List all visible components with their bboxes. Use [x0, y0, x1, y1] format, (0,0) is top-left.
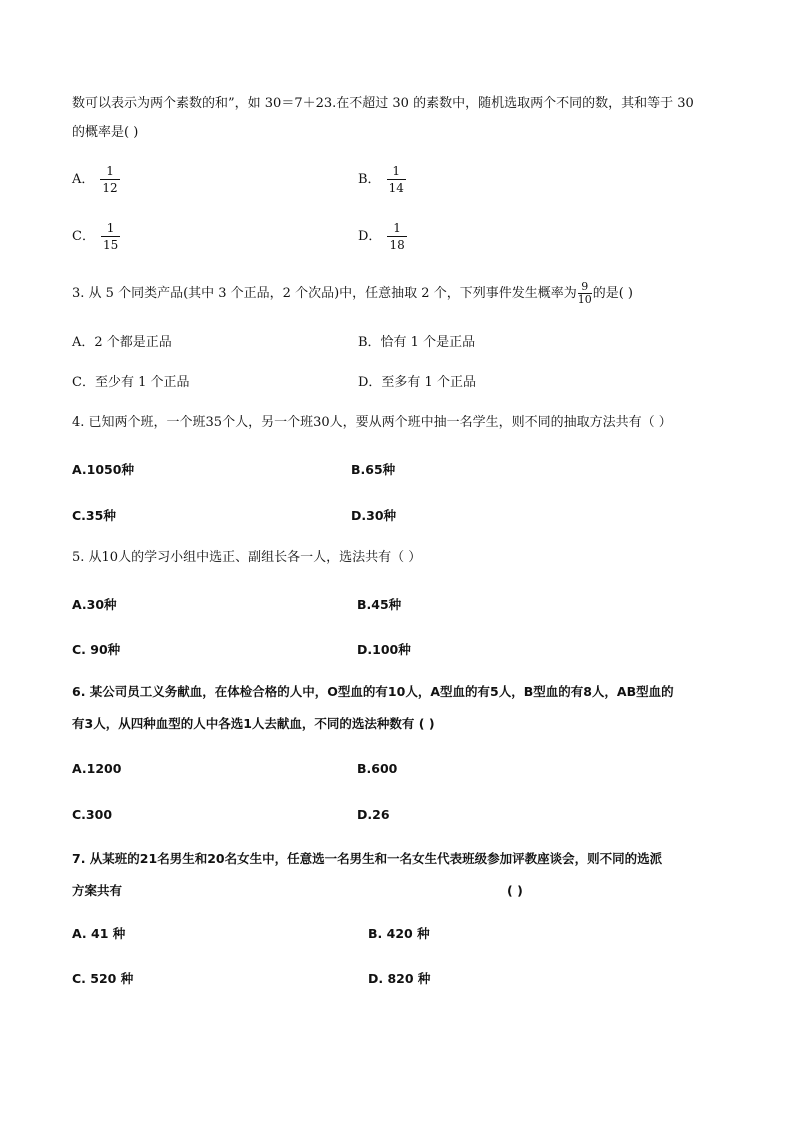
q5-option-d: D.100种: [357, 642, 411, 657]
denominator: 12: [102, 181, 118, 195]
q6-option-c: C.300: [72, 807, 113, 822]
q6-option-b: B.600: [357, 761, 398, 776]
q3-fraction: [578, 281, 592, 306]
denominator: 14: [388, 181, 404, 195]
numerator: 1: [106, 164, 114, 178]
q2-option-c: [72, 221, 120, 252]
q2-option-b: [358, 164, 406, 195]
q7-option-b: B. 420 种: [368, 926, 430, 941]
q3-stem-after: 的是( ): [592, 286, 633, 301]
q5-stem: 5. 从10人的学习小组中选正、副组长各一人，选法共有（ ）: [72, 550, 422, 565]
option-label: D．: [358, 228, 382, 244]
option-label: B．: [358, 171, 381, 187]
fraction: [101, 221, 120, 252]
q2-option-d: [358, 221, 407, 252]
denominator: 10: [577, 293, 592, 306]
q3-option-c: C．至少有 1 个正品: [72, 375, 190, 390]
q3-stem: [72, 281, 633, 306]
q5-option-b: B.45种: [357, 597, 402, 612]
q2-stem-line1: 数可以表示为两个素数的和”，如 30＝7＋23.在不超过 30 的素数中，随机选取两个不同的数，其和等于 30: [72, 96, 694, 111]
q6-stem-line1: 6. 某公司员工义务献血，在体检合格的人中，O型血的有10人，A型血的有5人，B型血的有8人，AB型血的: [72, 684, 674, 699]
q4-option-a: A.1050种: [72, 462, 134, 477]
q6-option-a: A.1200: [72, 761, 122, 776]
q4-stem: 4. 已知两个班，一个班35个人，另一个班30人，要从两个班中抽一名学生，则不同的抽取方法共有（ ）: [72, 415, 672, 430]
q5-option-c: C. 90种: [72, 642, 121, 657]
denominator: 15: [102, 238, 119, 252]
denominator: 18: [389, 238, 405, 252]
q3-option-a: A．2 个都是正品: [72, 335, 172, 350]
q5-option-a: A.30种: [72, 597, 117, 612]
q3-option-b: B．恰有 1 个是正品: [358, 335, 476, 350]
q7-option-d: D. 820 种: [368, 971, 431, 986]
numerator: 9: [581, 280, 589, 293]
fraction: [387, 164, 406, 195]
q6-option-d: D.26: [357, 807, 390, 822]
q3-stem-before: 3. 从 5 个同类产品(其中 3 个正品，2 个次品)中，任意抽取 2 个，下列事件发生概率为: [72, 286, 577, 301]
q7-option-a: A. 41 种: [72, 926, 126, 941]
fraction: [100, 164, 119, 195]
q7-answer-paren: ( ): [507, 883, 523, 898]
option-label: C．: [72, 228, 95, 244]
numerator: 1: [393, 221, 401, 235]
q2-stem-line2: 的概率是( ): [72, 125, 139, 140]
q7-stem-line2: 方案共有: [72, 883, 123, 898]
q3-option-d: D．至多有 1 个正品: [358, 375, 476, 390]
numerator: 1: [106, 221, 115, 235]
q2-option-a: [72, 164, 120, 195]
fraction: [387, 221, 406, 252]
option-label: A．: [72, 171, 95, 187]
q7-stem-line1: 7. 从某班的21名男生和20名女生中，任意选一名男生和一名女生代表班级参加评教座谈会，则不同的选派: [72, 851, 663, 866]
q6-stem-line2: 有3人，从四种血型的人中各选1人去献血，不同的选法种数有 ( ): [72, 716, 435, 731]
q4-option-c: C.35种: [72, 508, 116, 523]
q4-option-d: D.30种: [351, 508, 397, 523]
numerator: 1: [392, 164, 401, 178]
q4-option-b: B.65种: [351, 462, 396, 477]
q7-option-c: C. 520 种: [72, 971, 134, 986]
